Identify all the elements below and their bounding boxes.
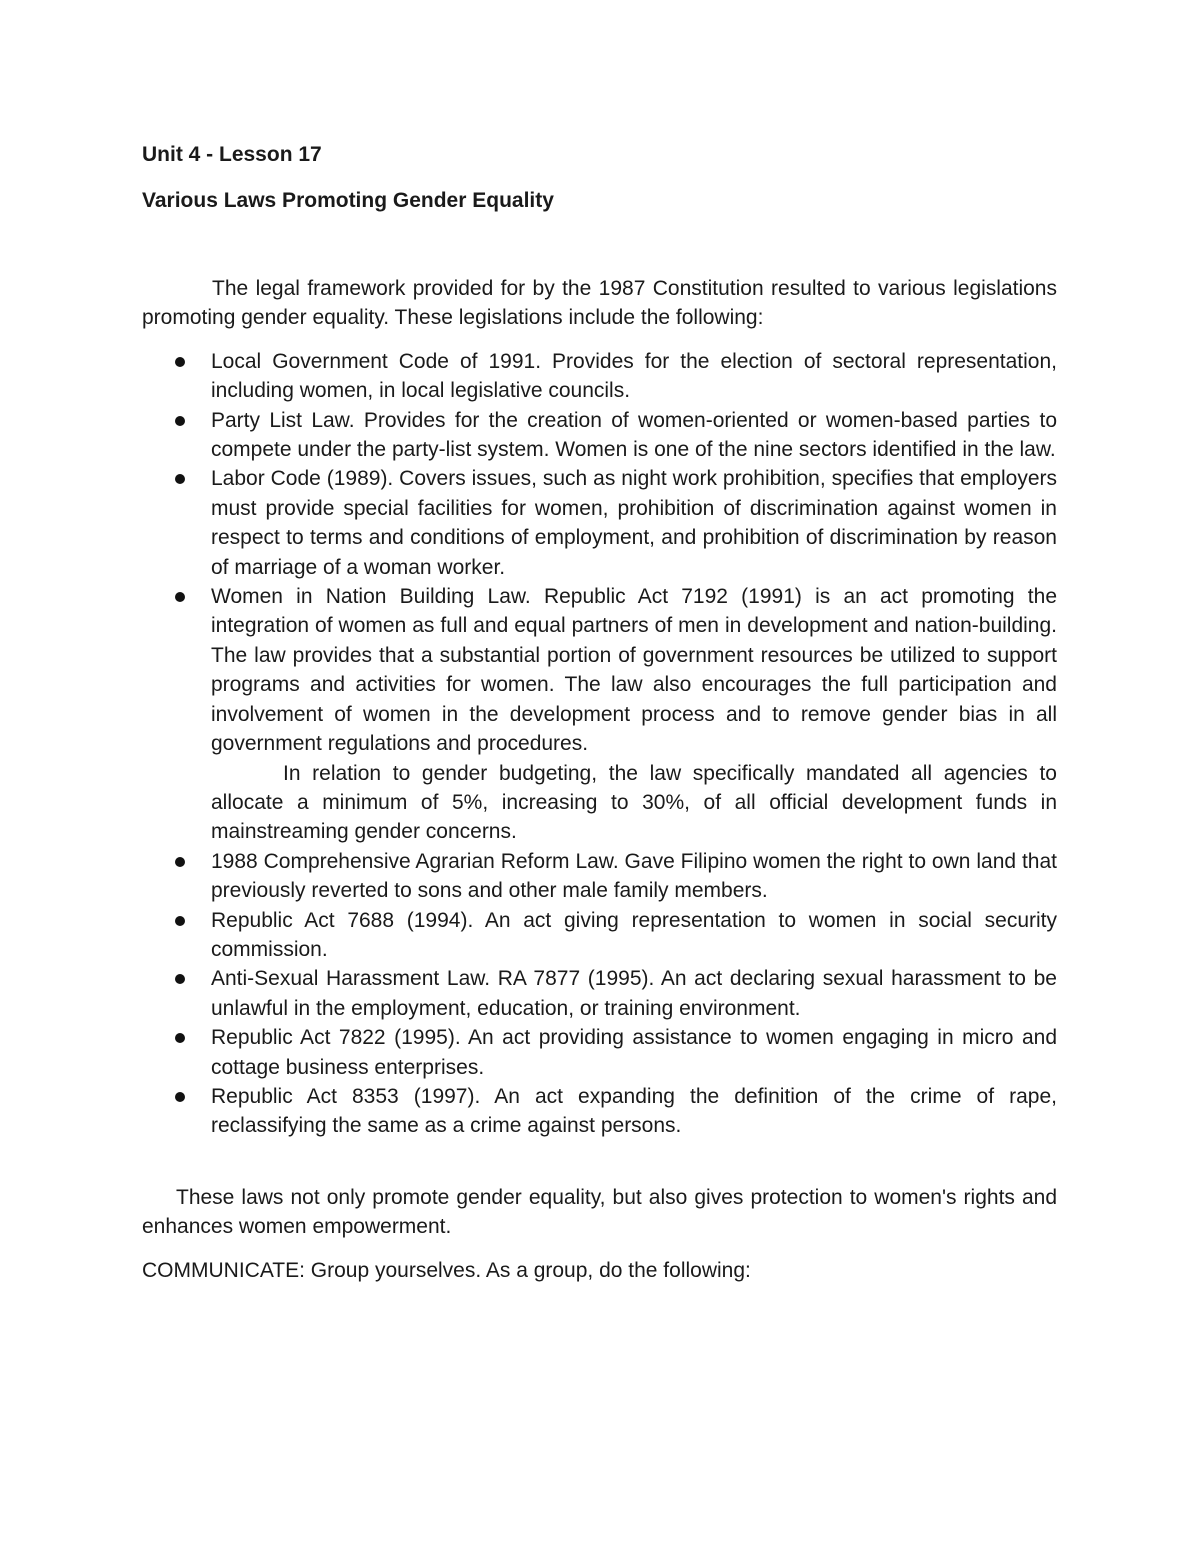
law-text: Local Government Code of 1991. Provides for the election of sectoral representation, including women, in local legislative councils. <box>211 349 1057 403</box>
intro-paragraph: The legal framework provided for by the 1987 Constitution resulted to various legislations promoting gender equality. These legislations include the following: <box>142 277 1057 330</box>
law-text: Women in Nation Building Law. Republic Act 7192 (1991) is an act promoting the integration of women as full and equal partners of men in development and nation-building. The law provides that a substantial portion of government resources be utilized to support programs and activities for women. The law also encourages the full participation and involvement of women in the development process and to remove gender bias in all government regulations and procedures. <box>211 585 1057 756</box>
list-item <box>142 906 1057 965</box>
lesson-title: Various Laws Promoting Gender Equality <box>142 189 554 212</box>
bullet-icon <box>175 857 185 867</box>
list-item <box>142 847 1057 906</box>
list-item <box>142 406 1057 465</box>
unit-heading: Unit 4 - Lesson 17 <box>142 143 322 166</box>
laws-list <box>142 347 1057 1141</box>
communicate-instruction: COMMUNICATE: Group yourselves. As a group, do the following: <box>142 1258 751 1282</box>
bullet-icon <box>175 916 185 926</box>
law-text: 1988 Comprehensive Agrarian Reform Law. Gave Filipino women the right to own land that previously reverted to sons and other male family members. <box>211 849 1057 903</box>
law-text: Republic Act 7688 (1994). An act giving representation to women in social security commission. <box>211 908 1057 961</box>
law-text: Party List Law. Provides for the creation of women-oriented or women-based parties to compete under the party-list system. Women is one of the nine sectors identified in the law. <box>211 408 1057 462</box>
bullet-icon <box>175 592 185 602</box>
law-text: Republic Act 7822 (1995). An act providing assistance to women engaging in micro and cottage business enterprises. <box>211 1026 1057 1079</box>
law-text: Republic Act 8353 (1997). An act expanding the definition of the crime of rape, reclassifying the same as a crime against persons. <box>211 1084 1057 1138</box>
list-item <box>142 347 1057 406</box>
list-item <box>142 464 1057 582</box>
bullet-icon <box>175 974 185 984</box>
list-item <box>142 1082 1057 1141</box>
closing-paragraph: These laws not only promote gender equality, but also gives protection to women's rights and enhances women empowerment. <box>142 1185 1057 1239</box>
list-item <box>142 964 1057 1023</box>
bullet-icon <box>175 416 185 426</box>
bullet-icon <box>175 1092 185 1102</box>
bullet-icon <box>175 357 185 367</box>
bullet-icon <box>175 474 185 484</box>
document-page <box>142 140 1057 1285</box>
list-item <box>142 582 1057 847</box>
law-subparagraph: In relation to gender budgeting, the law specifically mandated all agencies to allocate a minimum of 5%, increasing to 30%, of all official development funds in mainstreaming gender concerns. <box>211 761 1057 844</box>
law-text: Anti-Sexual Harassment Law. RA 7877 (1995). An act declaring sexual harassment to be unlawful in the employment, education, or training environment. <box>211 967 1057 1020</box>
law-text: Labor Code (1989). Covers issues, such as night work prohibition, specifies that employers must provide special facilities for women, prohibition of discrimination against women in respect to terms and conditions of employment, and prohibition of discrimination by reason of marriage of a woman worker. <box>211 467 1057 579</box>
list-item <box>142 1023 1057 1082</box>
bullet-icon <box>175 1033 185 1043</box>
